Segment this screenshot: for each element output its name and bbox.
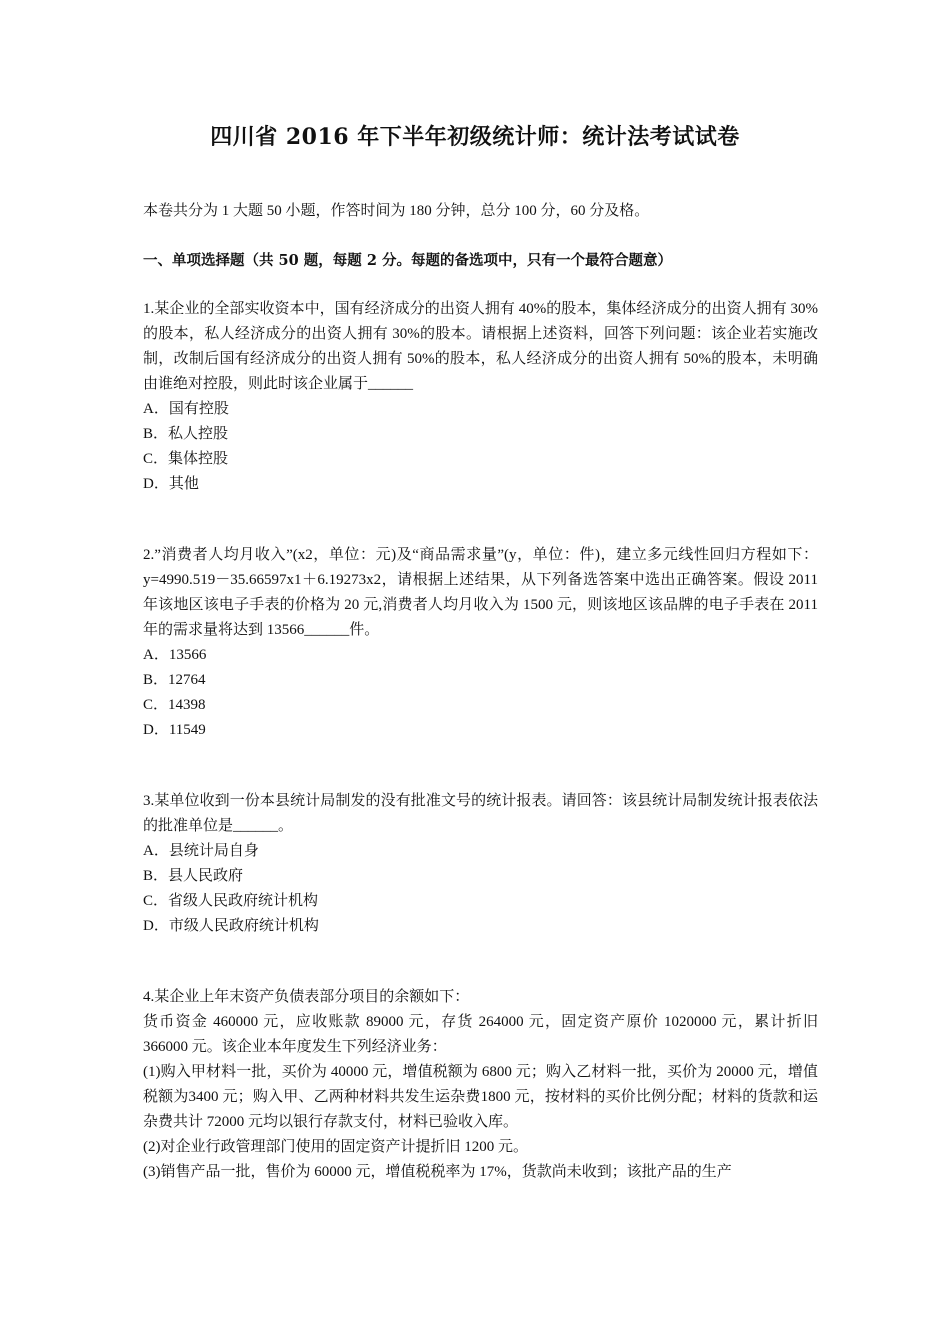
option-b: B．私人控股 <box>143 426 229 442</box>
option-d: D．市级人民政府统计机构 <box>143 918 319 934</box>
exam-intro: 本卷共分为 1 大题 50 小题，作答时间为 180 分钟，总分 100 分，60 分及格。 <box>143 203 650 219</box>
question-paragraph: (1)购入甲材料一批，买价为 40000 元，增值税额为 6800 元；购入乙材料一批，买价为 20000 元，增值税额为3400 元；购入甲、乙两种材料共发生运杂费1800 元，按材料的买价比例分配；材料的货款和运杂费共计 72000 元均以银行存款支付，材料已验收入库。 <box>143 1064 818 1130</box>
question-paragraph: 货币资金 460000 元，应收账款 89000 元，存货 264000 元，固定资产原价 1020000 元，累计折旧 366000 元。该企业本年度发生下列经济业务： <box>143 1014 818 1055</box>
page-title: 四川省 2016 年下半年初级统计师：统计法考试试卷 <box>210 124 740 150</box>
question-paragraph: (2)对企业行政管理部门使用的固定资产计提折旧 1200 元。 <box>143 1139 528 1155</box>
option-b: B．县人民政府 <box>143 868 244 884</box>
option-c: C．省级人民政府统计机构 <box>143 893 319 909</box>
section-heading: 一、单项选择题（共 50 题，每题 2 分。每题的备选项中，只有一个最符合题意） <box>143 252 672 269</box>
option-a: A．县统计局自身 <box>143 843 259 859</box>
option-b: B．12764 <box>143 672 206 688</box>
option-a: A．13566 <box>143 647 207 663</box>
question-4 <box>143 985 818 1185</box>
question-3 <box>143 789 818 939</box>
option-d: D．11549 <box>143 722 206 738</box>
option-c: C．14398 <box>143 697 206 713</box>
question-stem: 4.某企业上年末资产负债表部分项目的余额如下： <box>143 989 470 1005</box>
question-stem: 3.某单位收到一份本县统计局制发的没有批准文号的统计报表。请回答：该县统计局制发统计报表依法的批准单位是______。 <box>143 793 818 834</box>
option-d: D．其他 <box>143 476 199 492</box>
question-stem: 1.某企业的全部实收资本中，国有经济成分的出资人拥有 40%的股本，集体经济成分的出资人拥有 30%的股本，私人经济成分的出资人拥有 30%的股本。请根据上述资料，回答下列问题：该企业若实施改制，改制后国有经济成分的出资人拥有 50%的股本，私人经济成分的出资人拥有 50%的股本，未明确由谁绝对控股，则此时该企业属于______ <box>143 301 818 392</box>
question-paragraph: (3)销售产品一批，售价为 60000 元，增值税税率为 17%，货款尚未收到；该批产品的生产 <box>143 1164 732 1180</box>
document-body <box>143 199 818 1185</box>
option-a: A．国有控股 <box>143 401 229 417</box>
option-c: C．集体控股 <box>143 451 229 467</box>
question-1 <box>143 297 818 497</box>
question-stem: 2.”消费者人均月收入”(x2，单位：元)及“商品需求量”(y，单位：件)，建立多元线性回归方程如下：y=4990.519－35.66597x1＋6.19273x2，请根据上述结果，从下列备选答案中选出正确答案。假设 2011 年该地区该电子手表的价格为 20 元,消费者人均月收入为 1500 元，则该地区该品牌的电子手表在 2011 年的需求量将达到 13566______件。 <box>143 547 818 638</box>
question-2 <box>143 543 818 743</box>
